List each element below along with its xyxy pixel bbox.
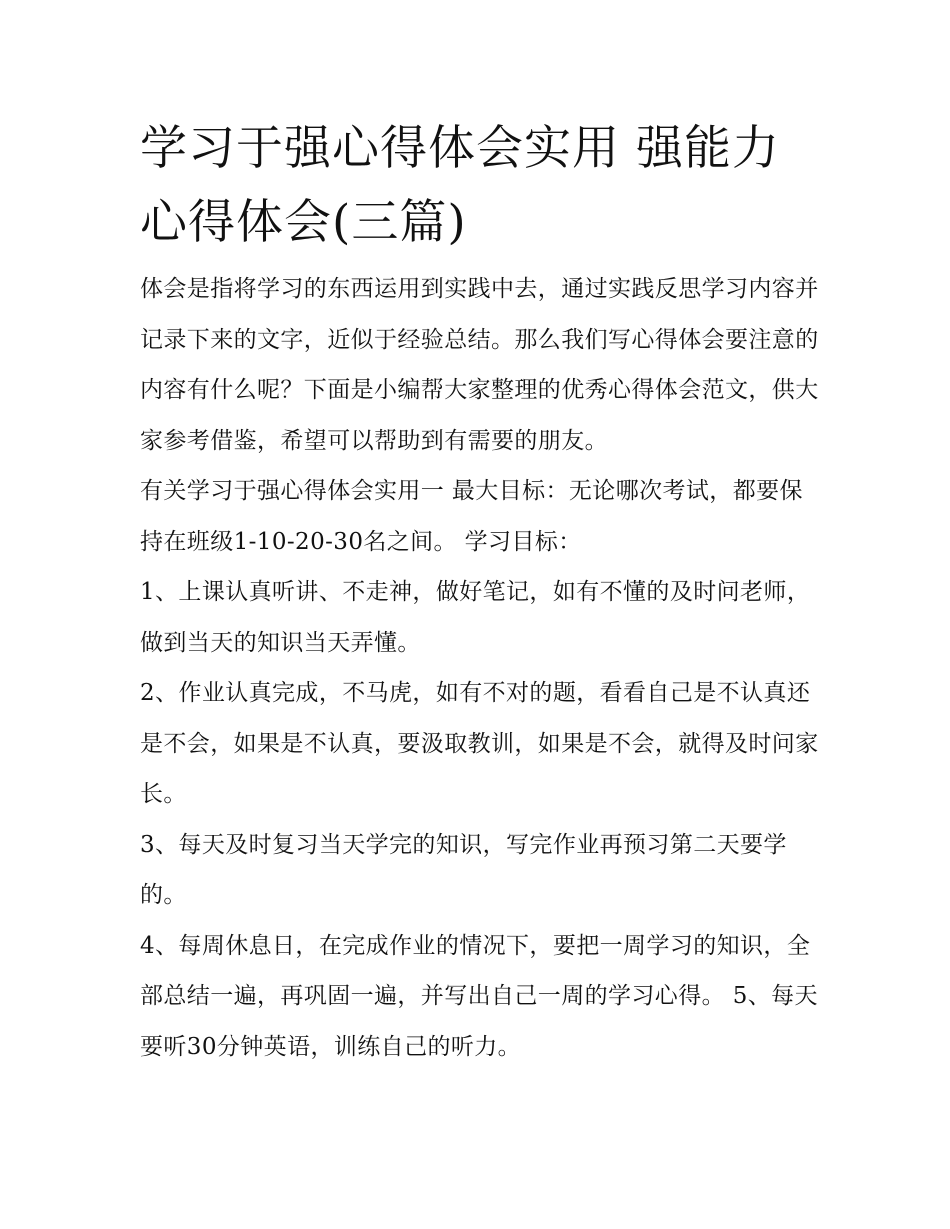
list-item-1: 1、上课认真听讲、不走神，做好笔记，如有不懂的及时问老师，做到当天的知识当天弄懂。	[140, 579, 811, 656]
goal-paragraph: 有关学习于强心得体会实用一 最大目标：无论哪次考试，都要保持在班级1-10-20-30名之间。 学习目标：	[140, 478, 803, 555]
list-item-2: 2、作业认真完成，不马虎，如有不对的题，看看自己是不认真还是不会，如果是不认真，要汲取教训，如果是不会，就得及时问家长。	[140, 680, 819, 807]
document-body	[140, 264, 820, 1072]
intro-paragraph: 体会是指将学习的东西运用到实践中去，通过实践反思学习内容并记录下来的文字，近似于经验总结。那么我们写心得体会要注意的内容有什么呢？下面是小编帮大家整理的优秀心得体会范文，供大家参考借鉴，希望可以帮助到有需要的朋友。	[140, 276, 819, 454]
document-title: 学习于强心得体会实用 强能力心得体会(三篇)	[140, 121, 780, 250]
list-item-4-5: 4、每周休息日，在完成作业的情况下，要把一周学习的知识，全部总结一遍，再巩固一遍，并写出自己一周的学习心得。 5、每天要听30分钟英语，训练自己的听力。	[140, 932, 818, 1060]
list-item-3: 3、每天及时复习当天学完的知识，写完作业再预习第二天要学的。	[140, 831, 787, 908]
document-content	[140, 112, 820, 1072]
